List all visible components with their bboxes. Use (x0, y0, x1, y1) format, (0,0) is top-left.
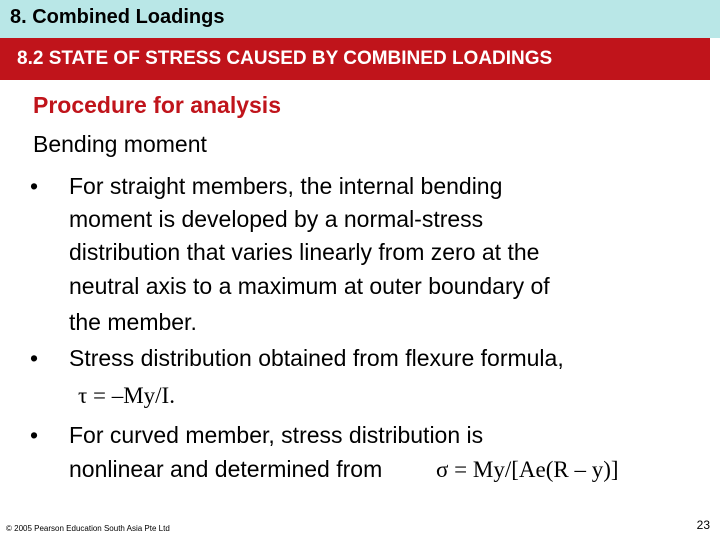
page-number: 23 (696, 518, 710, 532)
bullet3-line: For curved member, stress distribution is (69, 422, 484, 448)
bullet1-line: the member. (69, 309, 197, 335)
procedure-heading: Procedure for analysis (33, 92, 281, 118)
bullet2-line: Stress distribution obtained from flexure formula, (69, 345, 564, 371)
flexure-formula: τ = –My/I. (78, 383, 175, 408)
bullet1-line: For straight members, the internal bending (69, 173, 503, 199)
bullet3-line: nonlinear and determined from (69, 456, 383, 482)
bullet1-line: neutral axis to a maximum at outer boundary of (69, 273, 550, 299)
copyright-notice: © 2005 Pearson Education South Asia Pte Ltd (6, 524, 170, 533)
curved-member-formula: σ = My/[Ae(R – y)] (436, 457, 619, 482)
chapter-title: 8. Combined Loadings (10, 6, 225, 28)
section-title: 8.2 STATE OF STRESS CAUSED BY COMBINED LOADINGS (17, 48, 553, 69)
bullet-marker: • (30, 173, 39, 199)
bending-moment-subheading: Bending moment (33, 131, 207, 157)
bullet-marker: • (30, 345, 39, 371)
bullet-marker: • (30, 422, 39, 448)
bullet1-line: distribution that varies linearly from zero at the (69, 239, 540, 265)
bullet1-line: moment is developed by a normal-stress (69, 206, 484, 232)
